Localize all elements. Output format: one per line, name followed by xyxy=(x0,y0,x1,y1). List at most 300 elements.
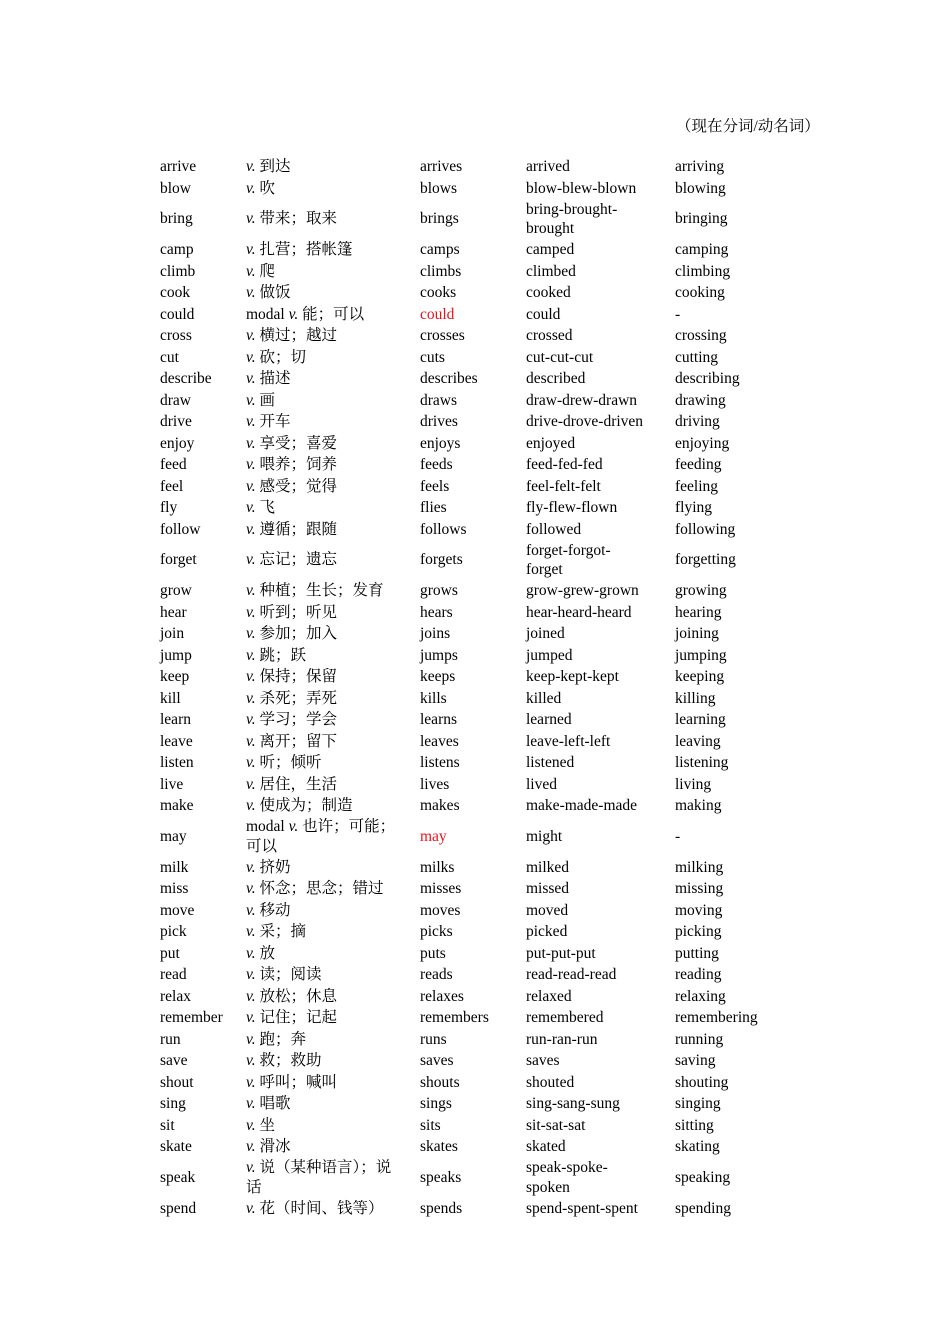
meaning-cell xyxy=(243,602,417,624)
ing-form-cell: crossing xyxy=(675,327,727,344)
table-row xyxy=(157,580,815,602)
part-of-speech: v. xyxy=(246,179,256,197)
table-row xyxy=(157,1136,815,1158)
meaning-text: 挤奶 xyxy=(259,858,291,876)
word-cell: save xyxy=(160,1052,188,1069)
past-forms-text: sing-sang-sung xyxy=(526,1095,620,1112)
table-row xyxy=(157,540,815,580)
past-forms-text: relaxed xyxy=(526,987,572,1005)
part-of-speech: v. xyxy=(246,1030,256,1048)
third-person-cell: follows xyxy=(420,520,467,538)
part-of-speech: v. xyxy=(246,603,256,621)
past-forms-text: shouted xyxy=(526,1073,575,1091)
part-of-speech: v. xyxy=(246,370,256,387)
ing-form-cell: relaxing xyxy=(675,987,726,1005)
part-of-speech: v. xyxy=(246,434,256,452)
ing-form-cell: drawing xyxy=(675,391,726,409)
ing-form-cell: blowing xyxy=(675,179,726,197)
table-row xyxy=(157,1115,815,1137)
part-of-speech: v. xyxy=(246,901,256,919)
meaning-wrap xyxy=(246,817,406,856)
table-row xyxy=(157,239,815,261)
past-forms-text: forget-forgot-forget xyxy=(526,541,611,578)
third-person-cell: learns xyxy=(420,711,458,728)
third-person-cell: kills xyxy=(420,689,447,707)
ing-form-cell: bringing xyxy=(675,210,728,228)
part-of-speech: v. xyxy=(246,1159,256,1176)
word-cell: remember xyxy=(160,1009,223,1026)
meaning-text: 学习；学会 xyxy=(259,711,337,728)
past-forms-cell xyxy=(523,1029,672,1051)
past-forms-cell xyxy=(523,1158,672,1198)
ing-form-cell: following xyxy=(675,520,736,538)
third-person-cell: puts xyxy=(420,944,446,962)
meaning-cell xyxy=(243,1093,417,1115)
meaning-text: 听；倾听 xyxy=(259,754,322,771)
part-of-speech: v. xyxy=(246,520,256,538)
past-forms-text: draw-drew-drawn xyxy=(526,391,638,409)
meaning-wrap xyxy=(246,262,406,282)
ing-form-cell: cutting xyxy=(675,348,719,366)
third-person-cell: could xyxy=(420,305,455,323)
meaning-text: 放 xyxy=(259,944,275,962)
past-forms-text: moved xyxy=(526,901,569,919)
meaning-wrap xyxy=(246,550,406,570)
past-forms-cell xyxy=(523,1007,672,1029)
meaning-cell xyxy=(243,304,417,326)
meaning-text: 砍；切 xyxy=(259,348,306,366)
third-person-cell: enjoys xyxy=(420,434,461,452)
ing-form-cell: saving xyxy=(675,1052,716,1069)
word-cell: feel xyxy=(160,477,184,495)
meaning-wrap xyxy=(246,1137,406,1157)
past-forms-text: joined xyxy=(526,625,565,642)
part-of-speech: v. xyxy=(246,456,256,473)
ing-form-cell: living xyxy=(675,775,712,793)
meaning-wrap xyxy=(246,796,406,816)
word-cell: cut xyxy=(160,348,179,366)
meaning-wrap xyxy=(246,1051,406,1071)
meaning-cell xyxy=(243,623,417,645)
word-cell: pick xyxy=(160,923,187,940)
meaning-cell xyxy=(243,774,417,796)
meaning-text: 呼叫；喊叫 xyxy=(259,1073,337,1091)
meaning-cell xyxy=(243,731,417,753)
ing-form-cell: listening xyxy=(675,754,729,771)
meaning-text: 做饭 xyxy=(259,284,291,301)
table-row xyxy=(157,433,815,455)
meaning-wrap xyxy=(246,1008,406,1028)
meaning-text: 横过；越过 xyxy=(259,327,337,344)
meaning-cell xyxy=(243,817,417,857)
table-row xyxy=(157,454,815,476)
past-forms-text: run-ran-run xyxy=(526,1030,598,1048)
part-of-speech: v. xyxy=(246,499,256,516)
meaning-cell xyxy=(243,645,417,667)
part-of-speech: v. xyxy=(246,775,256,793)
meaning-cell xyxy=(243,709,417,731)
table-row xyxy=(157,304,815,326)
past-forms-cell xyxy=(523,900,672,922)
ing-form-cell: camping xyxy=(675,241,729,258)
word-cell: cross xyxy=(160,327,192,344)
part-of-speech: v. xyxy=(246,858,256,876)
table-row xyxy=(157,476,815,498)
ing-form-cell: growing xyxy=(675,582,727,599)
meaning-cell xyxy=(243,688,417,710)
meaning-cell xyxy=(243,666,417,688)
past-forms-cell xyxy=(523,540,672,580)
meaning-wrap xyxy=(246,1116,406,1136)
meaning-text: 使成为；制造 xyxy=(259,797,353,814)
table-row xyxy=(157,1029,815,1051)
meaning-wrap xyxy=(246,477,406,497)
meaning-wrap xyxy=(246,987,406,1007)
word-cell: spend xyxy=(160,1199,197,1217)
meaning-cell xyxy=(243,986,417,1008)
meaning-wrap xyxy=(246,646,406,666)
meaning-text: 救；救助 xyxy=(259,1052,322,1069)
past-forms-cell xyxy=(523,411,672,433)
past-forms-cell xyxy=(523,774,672,796)
third-person-cell: runs xyxy=(420,1030,447,1048)
table-row xyxy=(157,795,815,817)
part-of-speech: v. xyxy=(246,1052,256,1069)
past-forms-cell xyxy=(523,731,672,753)
past-forms-text: climbed xyxy=(526,262,576,280)
table-row xyxy=(157,878,815,900)
past-forms-text: learned xyxy=(526,711,572,728)
meaning-text: 怀念；思念；错过 xyxy=(259,880,384,897)
table-row xyxy=(157,282,815,304)
past-forms-cell xyxy=(523,325,672,347)
ing-form-cell: putting xyxy=(675,944,719,962)
part-of-speech: v. xyxy=(246,582,256,599)
past-forms-text: milked xyxy=(526,858,570,876)
meaning-text: 扎营；搭帐篷 xyxy=(259,241,353,258)
third-person-cell: makes xyxy=(420,797,460,814)
meaning-text: 放松；休息 xyxy=(259,987,337,1005)
ing-form-cell: speaking xyxy=(675,1168,731,1186)
ing-form-cell: spending xyxy=(675,1199,731,1217)
past-forms-cell xyxy=(523,645,672,667)
third-person-cell: sings xyxy=(420,1095,452,1112)
past-forms-cell xyxy=(523,178,672,200)
past-forms-text: sit-sat-sat xyxy=(526,1116,586,1134)
meaning-cell xyxy=(243,433,417,455)
third-person-cell: milks xyxy=(420,858,455,876)
modal-prefix: modal xyxy=(246,305,289,323)
table-row xyxy=(157,261,815,283)
part-of-speech: v. xyxy=(246,732,256,750)
past-forms-text: spend-spent-spent xyxy=(526,1199,638,1217)
part-of-speech: v. xyxy=(246,327,256,344)
vocabulary-table-body xyxy=(157,156,815,1219)
table-row xyxy=(157,774,815,796)
part-of-speech: v. xyxy=(246,1095,256,1112)
past-forms-text: saves xyxy=(526,1052,560,1069)
word-cell: join xyxy=(160,625,185,642)
meaning-text: 唱歌 xyxy=(259,1095,291,1112)
meaning-text: 居住，生活 xyxy=(259,775,337,793)
ing-form-cell: describing xyxy=(675,370,740,387)
past-forms-cell xyxy=(523,1136,672,1158)
word-cell: fly xyxy=(160,499,178,516)
meaning-wrap xyxy=(246,1158,406,1197)
meaning-text: 花（时间、钱等） xyxy=(259,1199,384,1217)
ing-form-cell: cooking xyxy=(675,284,725,301)
word-cell: sit xyxy=(160,1116,175,1134)
third-person-cell: moves xyxy=(420,901,461,919)
meaning-text: 坐 xyxy=(259,1116,275,1134)
part-of-speech: v. xyxy=(246,391,256,409)
table-row xyxy=(157,602,815,624)
word-cell: read xyxy=(160,966,187,983)
meaning-wrap xyxy=(246,1030,406,1050)
past-forms-cell xyxy=(523,519,672,541)
meaning-cell xyxy=(243,325,417,347)
column-header-note: （现在分词/动名词） xyxy=(676,118,820,135)
word-cell: arrive xyxy=(160,158,197,175)
meaning-text: 参加；加入 xyxy=(259,625,337,642)
table-row xyxy=(157,325,815,347)
third-person-cell: drives xyxy=(420,413,458,430)
ing-form-cell: climbing xyxy=(675,262,731,280)
past-forms-text: bring-brought-brought xyxy=(526,200,618,237)
meaning-text: 开车 xyxy=(259,413,291,430)
meaning-wrap xyxy=(246,326,406,346)
meaning-wrap xyxy=(246,667,406,687)
table-row xyxy=(157,199,815,239)
past-forms-text: might xyxy=(526,827,563,845)
ing-form-cell: reading xyxy=(675,966,722,983)
word-cell: forget xyxy=(160,551,197,569)
meaning-cell xyxy=(243,752,417,774)
meaning-cell xyxy=(243,156,417,178)
word-cell: put xyxy=(160,944,180,962)
table-row xyxy=(157,752,815,774)
ing-form-cell: missing xyxy=(675,880,724,897)
past-forms-text: keep-kept-kept xyxy=(526,668,619,685)
word-cell: run xyxy=(160,1030,181,1048)
meaning-cell xyxy=(243,497,417,519)
past-forms-cell xyxy=(523,433,672,455)
meaning-cell xyxy=(243,795,417,817)
meaning-text: 采；摘 xyxy=(259,923,306,940)
word-cell: live xyxy=(160,775,184,793)
part-of-speech: v. xyxy=(246,1138,256,1155)
meaning-cell xyxy=(243,199,417,239)
meaning-wrap xyxy=(246,283,406,303)
ing-form-cell: milking xyxy=(675,858,724,876)
past-forms-text: described xyxy=(526,370,586,387)
ing-form-cell: feeling xyxy=(675,477,719,495)
meaning-wrap xyxy=(246,455,406,475)
ing-form-cell: jumping xyxy=(675,646,727,664)
meaning-cell xyxy=(243,239,417,261)
part-of-speech: v. xyxy=(246,551,256,569)
meaning-text: 遵循；跟随 xyxy=(259,520,337,538)
third-person-cell: brings xyxy=(420,210,459,228)
ing-form-cell: - xyxy=(675,827,681,845)
meaning-cell xyxy=(243,964,417,986)
word-cell: drive xyxy=(160,413,192,430)
table-row xyxy=(157,1093,815,1115)
past-forms-cell xyxy=(523,752,672,774)
word-cell: climb xyxy=(160,262,196,280)
word-cell: shout xyxy=(160,1073,194,1091)
past-forms-text: skated xyxy=(526,1138,566,1155)
meaning-text: 种植；生长；发育 xyxy=(259,582,384,599)
part-of-speech: v. xyxy=(246,625,256,642)
past-forms-text: drive-drove-driven xyxy=(526,413,644,430)
meaning-wrap xyxy=(246,732,406,752)
meaning-cell xyxy=(243,519,417,541)
table-row xyxy=(157,1198,815,1220)
past-forms-cell xyxy=(523,1050,672,1072)
meaning-cell xyxy=(243,1007,417,1029)
table-row xyxy=(157,709,815,731)
modal-prefix: modal xyxy=(246,818,289,835)
meaning-cell xyxy=(243,282,417,304)
past-forms-text: blow-blew-blown xyxy=(526,179,637,197)
meaning-wrap xyxy=(246,879,406,899)
word-cell: make xyxy=(160,797,194,814)
ing-form-cell: keeping xyxy=(675,668,725,685)
meaning-wrap xyxy=(246,305,406,325)
meaning-cell xyxy=(243,368,417,390)
third-person-cell: lives xyxy=(420,775,450,793)
past-forms-cell xyxy=(523,921,672,943)
ing-form-cell: leaving xyxy=(675,732,721,750)
past-forms-cell xyxy=(523,156,672,178)
meaning-cell xyxy=(243,580,417,602)
third-person-cell: keeps xyxy=(420,668,456,685)
part-of-speech: v. xyxy=(246,477,256,495)
meaning-cell xyxy=(243,1158,417,1198)
meaning-text: 爬 xyxy=(259,262,275,280)
table-row xyxy=(157,156,815,178)
meaning-text: 听到；听见 xyxy=(259,603,337,621)
part-of-speech: v. xyxy=(246,348,256,366)
word-cell: may xyxy=(160,827,187,845)
word-cell: follow xyxy=(160,520,201,538)
third-person-cell: feeds xyxy=(420,456,453,473)
table-row xyxy=(157,921,815,943)
meaning-wrap xyxy=(246,603,406,623)
word-cell: could xyxy=(160,305,195,323)
part-of-speech: v. xyxy=(246,210,256,228)
past-forms-cell xyxy=(523,282,672,304)
part-of-speech: v. xyxy=(246,711,256,728)
part-of-speech: v. xyxy=(246,923,256,940)
third-person-cell: may xyxy=(420,827,447,845)
third-person-cell: cuts xyxy=(420,348,445,366)
past-forms-text: fly-flew-flown xyxy=(526,499,618,516)
table-row xyxy=(157,623,815,645)
part-of-speech: v. xyxy=(246,668,256,685)
past-forms-cell xyxy=(523,1198,672,1220)
table-row xyxy=(157,1007,815,1029)
ing-form-cell: shouting xyxy=(675,1073,729,1091)
meaning-wrap xyxy=(246,775,406,795)
third-person-cell: joins xyxy=(420,625,451,642)
meaning-text: 能；可以 xyxy=(302,305,365,323)
part-of-speech: v. xyxy=(246,754,256,771)
table-row xyxy=(157,368,815,390)
ing-form-cell: skating xyxy=(675,1138,720,1155)
past-forms-cell xyxy=(523,390,672,412)
ing-form-cell: driving xyxy=(675,413,720,430)
past-forms-text: feel-felt-felt xyxy=(526,477,601,495)
meaning-wrap xyxy=(246,1199,406,1219)
table-row xyxy=(157,731,815,753)
word-cell: listen xyxy=(160,754,194,771)
past-forms-cell xyxy=(523,986,672,1008)
part-of-speech: v. xyxy=(246,158,256,175)
part-of-speech: v. xyxy=(246,880,256,897)
past-forms-cell xyxy=(523,688,672,710)
table-row xyxy=(157,986,815,1008)
meaning-text: 描述 xyxy=(259,370,291,387)
part-of-speech: v. xyxy=(246,1116,256,1134)
word-cell: jump xyxy=(160,646,192,664)
past-forms-text: arrived xyxy=(526,158,570,175)
past-forms-text: could xyxy=(526,305,561,323)
table-row xyxy=(157,178,815,200)
meaning-wrap xyxy=(246,412,406,432)
word-cell: draw xyxy=(160,391,191,409)
past-forms-text: hear-heard-heard xyxy=(526,603,632,621)
ing-form-cell: forgetting xyxy=(675,551,736,569)
third-person-cell: shouts xyxy=(420,1073,460,1091)
past-forms-text: picked xyxy=(526,923,568,940)
past-forms-text: put-put-put xyxy=(526,944,596,962)
past-forms-text: camped xyxy=(526,241,575,258)
word-cell: cook xyxy=(160,284,191,301)
ing-form-cell: hearing xyxy=(675,603,722,621)
part-of-speech: v. xyxy=(246,262,256,280)
past-forms-text: speak-spoke-spoken xyxy=(526,1159,608,1196)
meaning-wrap xyxy=(246,624,406,644)
word-cell: learn xyxy=(160,711,191,728)
meaning-wrap xyxy=(246,520,406,540)
past-forms-cell xyxy=(523,304,672,326)
word-cell: kill xyxy=(160,689,181,707)
word-cell: blow xyxy=(160,179,191,197)
part-of-speech: v. xyxy=(246,987,256,1005)
third-person-cell: grows xyxy=(420,582,458,599)
past-forms-text: missed xyxy=(526,880,570,897)
table-row xyxy=(157,817,815,857)
third-person-cell: relaxes xyxy=(420,987,464,1005)
table-row xyxy=(157,857,815,879)
third-person-cell: remembers xyxy=(420,1009,489,1026)
part-of-speech: v. xyxy=(246,241,256,258)
third-person-cell: speaks xyxy=(420,1168,462,1186)
past-forms-text: leave-left-left xyxy=(526,732,611,750)
past-forms-text: enjoyed xyxy=(526,434,576,452)
past-forms-text: cooked xyxy=(526,284,571,301)
meaning-cell xyxy=(243,347,417,369)
third-person-cell: feels xyxy=(420,477,450,495)
third-person-cell: reads xyxy=(420,966,453,983)
meaning-wrap xyxy=(246,753,406,773)
ing-form-cell: singing xyxy=(675,1095,721,1112)
meaning-cell xyxy=(243,178,417,200)
table-row xyxy=(157,411,815,433)
meaning-text: 画 xyxy=(259,391,275,409)
